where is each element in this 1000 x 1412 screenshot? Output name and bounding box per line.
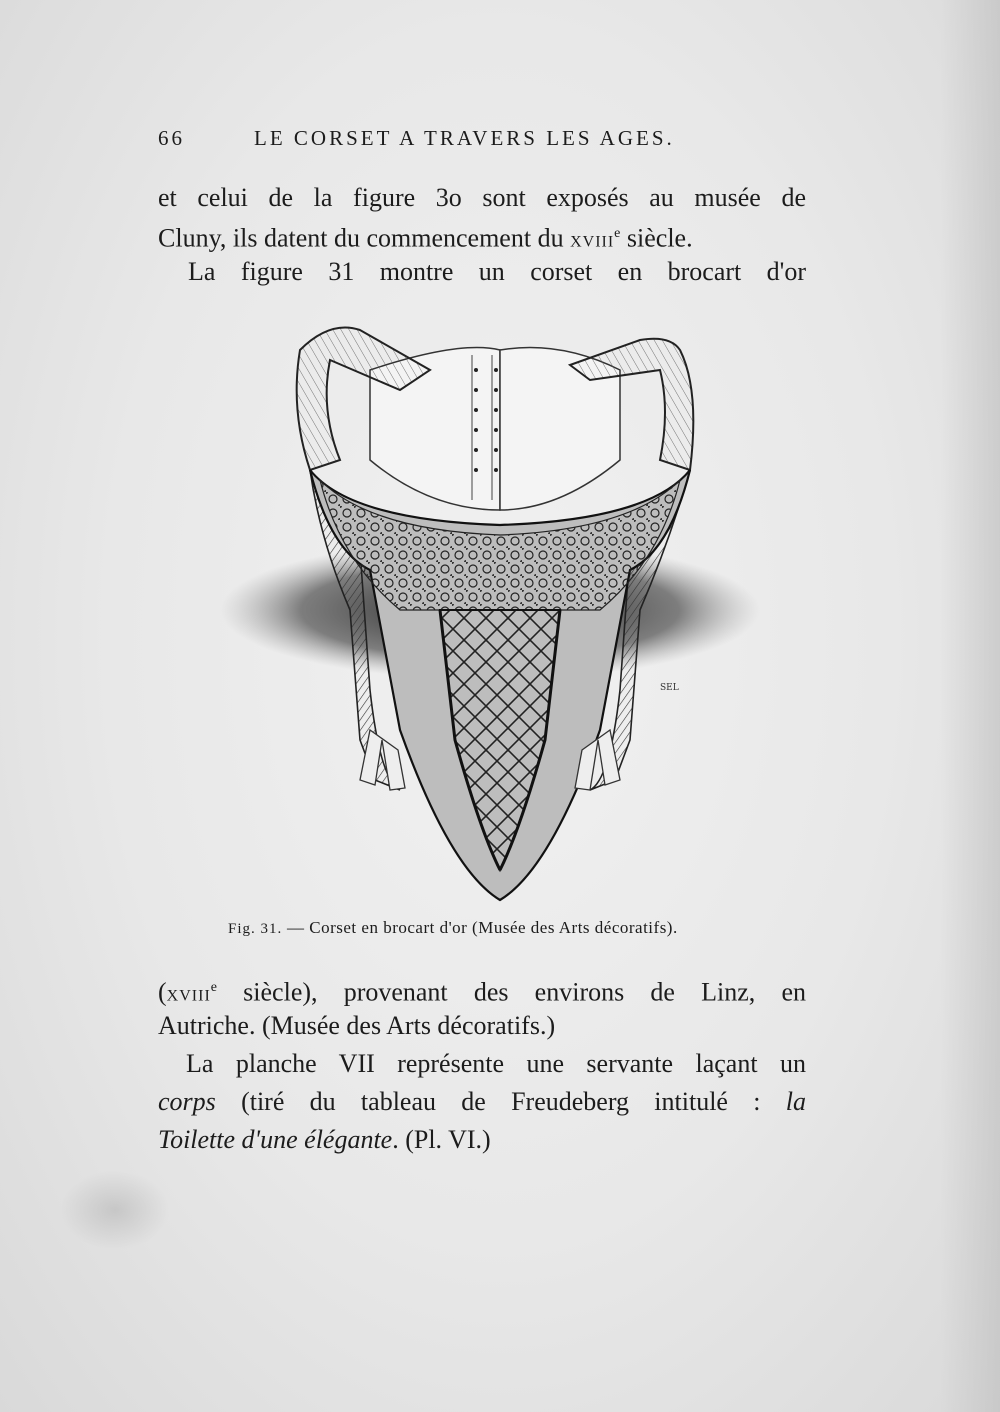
artist-signature: SEL	[660, 683, 679, 693]
figure-caption: Fig. 31. — Corset en brocart d'or (Musée des Arts décoratifs).	[228, 918, 678, 937]
corset-illustration	[200, 310, 780, 910]
running-header	[158, 126, 718, 160]
paragraph-line: Autriche. (Musée des Arts décoratifs.)	[158, 1011, 556, 1040]
figure-label: Fig. 31.	[228, 921, 283, 937]
paragraph-line: La figure 31 montre un corset en brocart d'or	[188, 257, 806, 286]
corset-engraving	[200, 310, 780, 910]
century-numeral: XVIII	[166, 987, 211, 1005]
paragraph-line: (XVIIIe siècle), provenant des environs de Linz, en	[158, 977, 806, 1007]
paper-stain	[60, 1170, 170, 1250]
page-number: 66	[158, 126, 185, 150]
paragraph-line: Toilette d'une élégante. (Pl. VI.)	[158, 1125, 491, 1154]
paragraph-line: Cluny, ils datent du commencement du XVIIIe siècle.	[158, 223, 693, 253]
paragraph-line: corps (tiré du tableau de Freudeberg intitulé : la	[158, 1087, 806, 1116]
paragraph-line: et celui de la figure 3o sont exposés au musée de	[158, 183, 806, 212]
century-numeral: XVIII	[570, 233, 615, 251]
running-title: LE CORSET A TRAVERS LES AGES.	[254, 126, 675, 150]
paragraph-line: La planche VII représente une servante laçant un	[186, 1049, 806, 1078]
